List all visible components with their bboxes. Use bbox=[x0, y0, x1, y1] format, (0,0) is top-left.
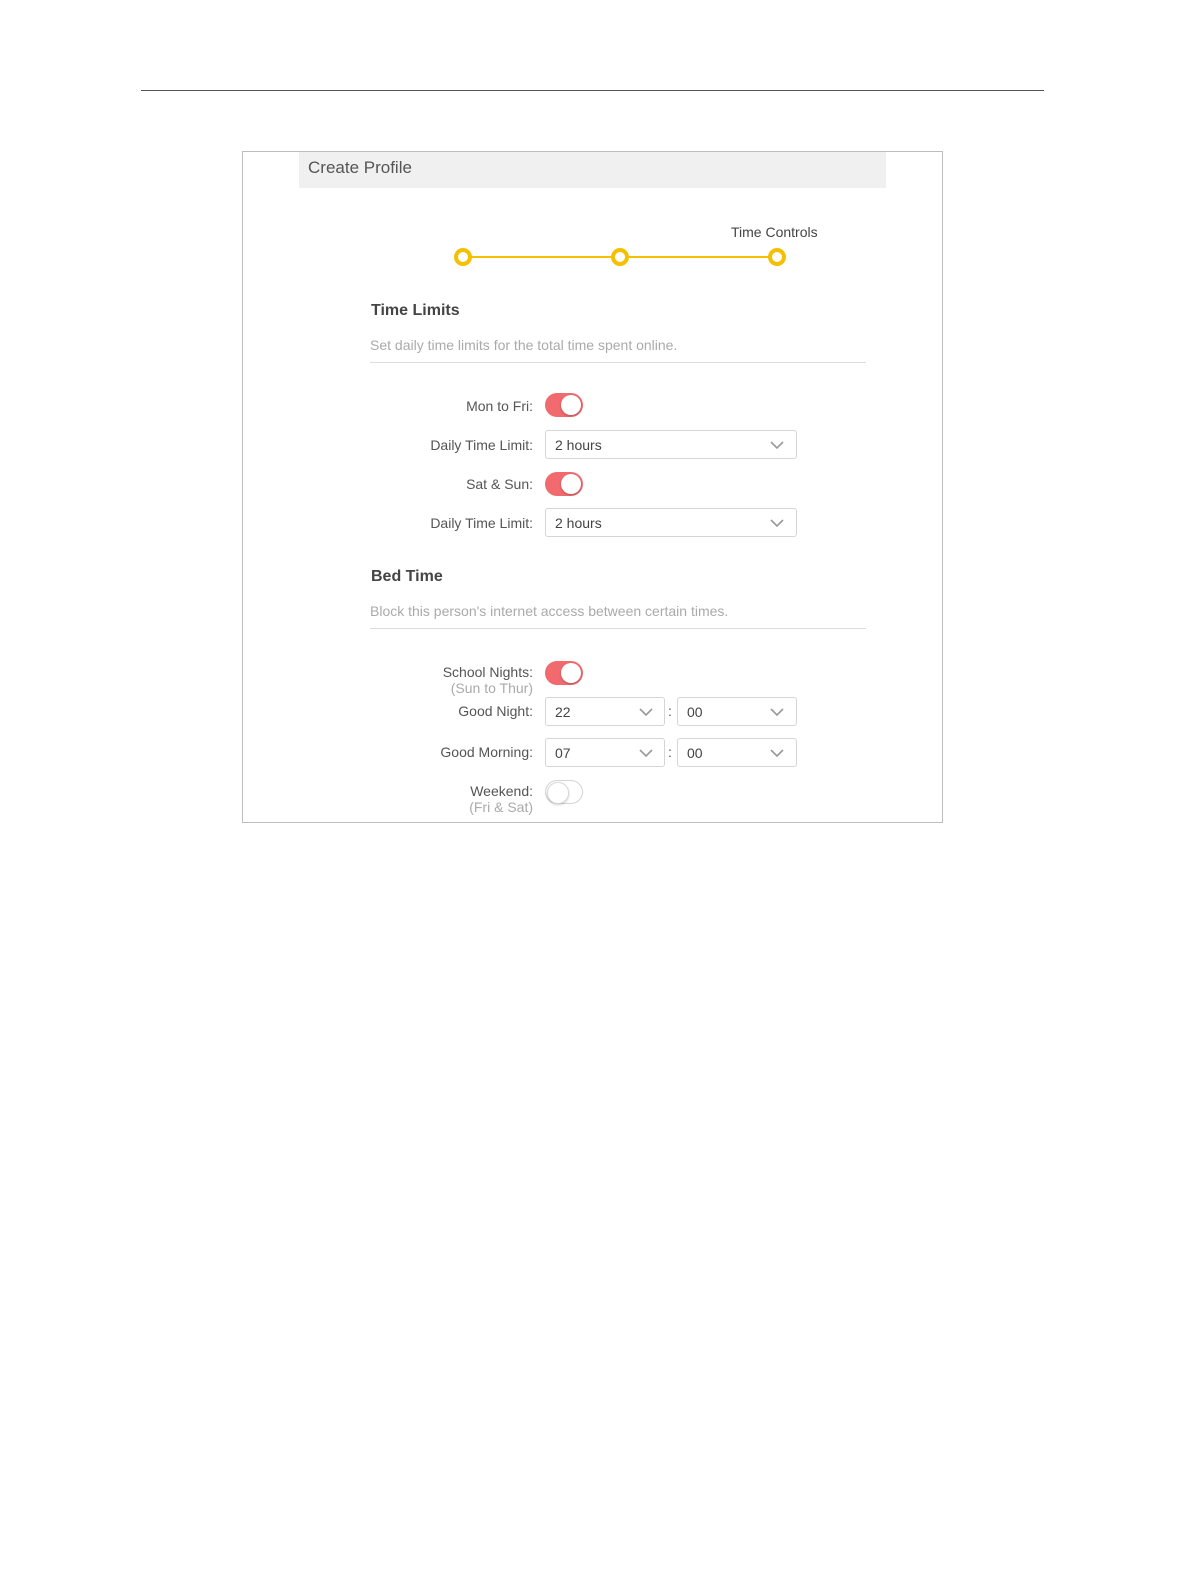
toggle-knob bbox=[561, 395, 581, 415]
chevron-down-icon bbox=[769, 747, 785, 759]
step-connector-1 bbox=[465, 256, 617, 258]
step-3-dot bbox=[768, 248, 786, 266]
good-night-label: Good Night: bbox=[458, 703, 533, 719]
good-night-hour-select[interactable] bbox=[545, 697, 665, 726]
mon-fri-limit-value: 2 hours bbox=[555, 437, 602, 453]
weekend-label: Weekend: bbox=[470, 783, 533, 799]
good-night-minute-select[interactable] bbox=[677, 697, 797, 726]
chevron-down-icon bbox=[638, 747, 654, 759]
panel-title: Create Profile bbox=[308, 158, 412, 177]
sat-sun-limit-label: Daily Time Limit: bbox=[430, 515, 533, 531]
good-morning-minute-select[interactable] bbox=[677, 738, 797, 767]
sat-sun-toggle[interactable] bbox=[545, 472, 583, 496]
toggle-knob bbox=[561, 663, 581, 683]
sat-sun-limit-value: 2 hours bbox=[555, 515, 602, 531]
chevron-down-icon bbox=[769, 706, 785, 718]
bed-time-heading: Bed Time bbox=[371, 568, 443, 585]
step-2-dot bbox=[611, 248, 629, 266]
weekend-toggle[interactable] bbox=[545, 780, 583, 804]
page-divider bbox=[141, 90, 1044, 91]
mon-fri-limit-label: Daily Time Limit: bbox=[430, 437, 533, 453]
chevron-down-icon bbox=[769, 517, 785, 529]
good-night-hour-value: 22 bbox=[555, 704, 571, 720]
time-limits-divider bbox=[370, 362, 866, 363]
sat-sun-limit-select[interactable] bbox=[545, 508, 797, 537]
school-nights-label: School Nights: bbox=[442, 664, 533, 680]
good-night-minute-value: 00 bbox=[687, 704, 703, 720]
chevron-down-icon bbox=[638, 706, 654, 718]
time-limits-description: Set daily time limits for the total time spent online. bbox=[370, 337, 678, 353]
time-separator: : bbox=[668, 703, 672, 719]
toggle-knob bbox=[561, 474, 581, 494]
step-connector-2 bbox=[623, 256, 773, 258]
progress-stepper bbox=[243, 152, 942, 282]
mon-fri-limit-select[interactable] bbox=[545, 430, 797, 459]
time-limits-heading: Time Limits bbox=[371, 302, 460, 319]
bed-time-description: Block this person's internet access between certain times. bbox=[370, 603, 729, 619]
bed-time-divider bbox=[370, 628, 866, 629]
sat-sun-label: Sat & Sun: bbox=[466, 476, 533, 492]
create-profile-panel bbox=[242, 151, 943, 823]
school-nights-sublabel: (Sun to Thur) bbox=[450, 680, 533, 696]
good-morning-label: Good Morning: bbox=[440, 744, 533, 760]
good-morning-minute-value: 00 bbox=[687, 745, 703, 761]
good-morning-hour-select[interactable] bbox=[545, 738, 665, 767]
mon-fri-toggle[interactable] bbox=[545, 393, 583, 417]
school-nights-toggle[interactable] bbox=[545, 661, 583, 685]
chevron-down-icon bbox=[769, 439, 785, 451]
mon-fri-label: Mon to Fri: bbox=[466, 398, 533, 414]
step-3-label: Time Controls bbox=[731, 224, 818, 240]
step-1-dot bbox=[454, 248, 472, 266]
time-separator: : bbox=[668, 744, 672, 760]
toggle-knob bbox=[547, 782, 569, 804]
weekend-sublabel: (Fri & Sat) bbox=[469, 799, 533, 815]
good-morning-hour-value: 07 bbox=[555, 745, 571, 761]
